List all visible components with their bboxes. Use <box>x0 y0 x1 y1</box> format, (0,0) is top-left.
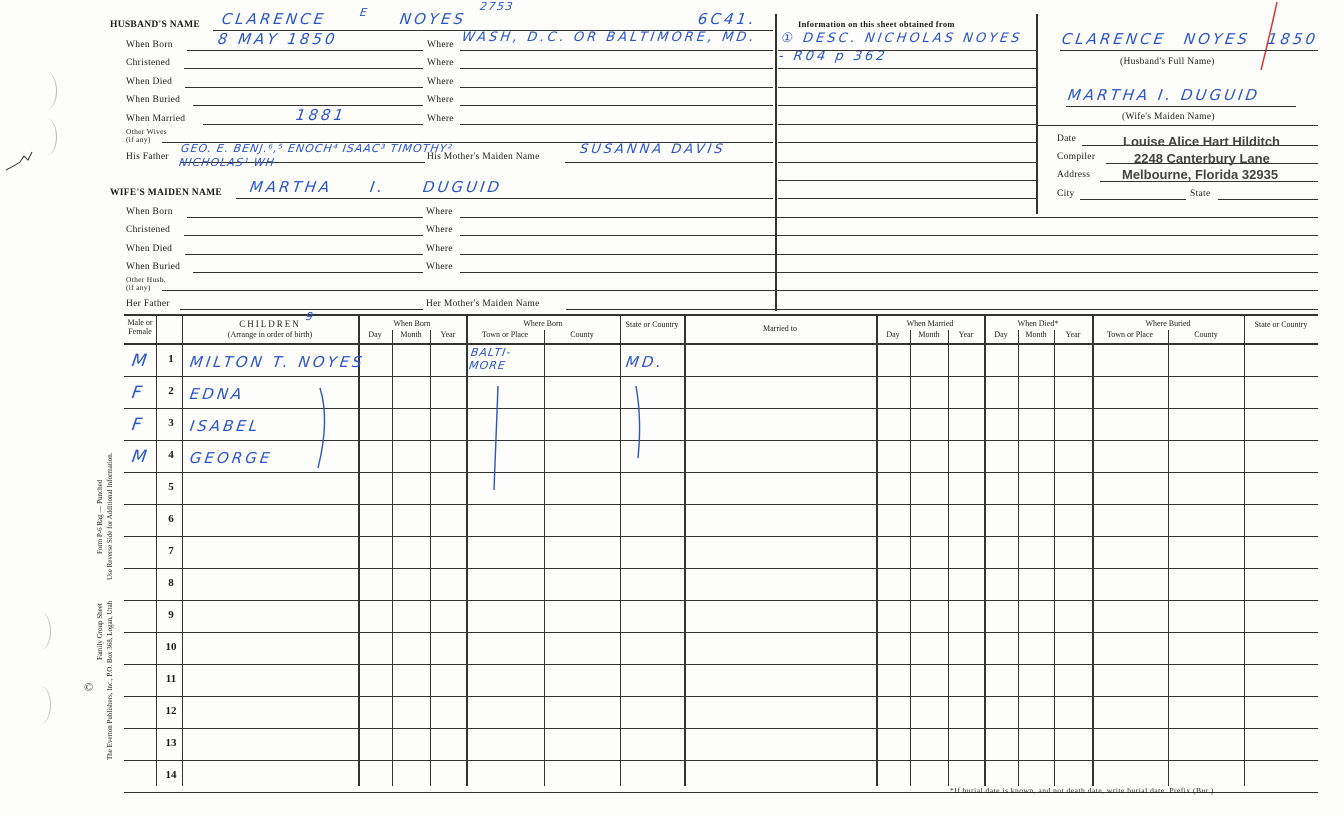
state-label: State <box>1190 189 1211 199</box>
wife-born-label: When Born <box>126 207 173 217</box>
when-died-label: When Died <box>126 77 173 87</box>
day-header: Day <box>886 330 900 339</box>
row-number: 2 <box>168 385 174 397</box>
row-number: 3 <box>168 417 174 429</box>
when-born-header: When Born <box>393 319 431 328</box>
child-sex: F <box>130 383 147 403</box>
wife-buried-label: When Buried <box>126 262 181 272</box>
when-married-header: When Married <box>906 319 954 328</box>
footnote: *If burial date is known, and not death date, write burial date. Prefix (Bur.) <box>950 786 1214 795</box>
publisher: The Everton Publishers, Inc., P.O. Box 368, Logan, Utah <box>106 600 114 760</box>
husband-father: GEO. E. BENJ.⁶,⁵ ENOCH⁴ ISAAC³ TIMOTHY² NICHOLAS¹ WH <box>178 142 454 169</box>
where-label: Where <box>427 95 454 105</box>
where-born-header: Where Born <box>523 319 563 328</box>
row-divider <box>124 376 1318 377</box>
compiler-street: 2248 Canterbury Lane <box>1134 151 1270 166</box>
wife-maiden-name-label: (Wife's Maiden Name) <box>1122 112 1215 122</box>
where-label: Where <box>426 244 453 254</box>
where-buried-header: Where Buried <box>1145 319 1191 328</box>
where-label: Where <box>427 40 454 50</box>
year-header: Year <box>958 330 974 339</box>
row-divider <box>124 568 1318 569</box>
row-number: 5 <box>168 481 174 493</box>
husband-id: 2753 <box>479 0 515 13</box>
child-birth-town: BALTI-MORE <box>468 346 513 372</box>
husband-name-label: HUSBAND'S NAME <box>110 20 200 30</box>
pencil-mark <box>2 140 42 180</box>
row-divider <box>124 664 1318 665</box>
row-divider <box>124 760 1318 761</box>
row-number: 12 <box>165 705 177 717</box>
child-name: MILTON T. NOYES <box>188 353 367 371</box>
her-mother-label: Her Mother's Maiden Name <box>426 299 540 309</box>
town-header: Town or Place <box>1106 330 1154 339</box>
his-mother-label: His Mother's Maiden Name <box>427 152 540 162</box>
husband-middle: E <box>359 6 370 19</box>
when-died-header: When Died* <box>1017 319 1059 328</box>
row-number: 4 <box>168 449 174 461</box>
christened-label: Christened <box>126 58 171 68</box>
state-header: State or Country <box>625 320 679 329</box>
wife-if-any-label: (if any) <box>126 283 151 292</box>
other-wives-label: Other Wives <box>126 127 167 136</box>
other-husb-label: Other Husb. <box>126 275 166 284</box>
row-number: 1 <box>168 353 174 365</box>
where-label: Where <box>426 225 453 235</box>
sheet-title: Family Group Sheet <box>96 603 104 660</box>
red-check-mark <box>1255 0 1285 80</box>
child-name: GEORGE <box>188 449 274 467</box>
if-any-label: (if any) <box>126 135 151 144</box>
info-source: ① DESC. NICHOLAS NOYES - R04 p 362 <box>777 31 1024 64</box>
when-married-label: When Married <box>126 114 186 124</box>
copyright-symbol: © <box>84 680 94 694</box>
his-father-label: His Father <box>126 152 169 162</box>
row-divider <box>124 504 1318 505</box>
month-header: Month <box>918 330 940 339</box>
sex-header: Male or Female <box>127 318 153 336</box>
husband-surname: NOYES <box>398 10 468 28</box>
where-label: Where <box>427 58 454 68</box>
compiler-name: Louise Alice Hart Hilditch <box>1123 134 1280 149</box>
row-number: 9 <box>168 609 174 621</box>
year-header: Year <box>440 330 456 339</box>
wife-name: MARTHA I. DUGUID <box>248 178 504 196</box>
row-number: 6 <box>168 513 174 525</box>
row-divider <box>124 728 1318 729</box>
address-label: Address <box>1057 170 1091 180</box>
child-sex: F <box>130 415 147 435</box>
row-divider <box>124 632 1318 633</box>
row-number: 7 <box>168 545 174 557</box>
children-header: CHILDREN <box>239 319 301 329</box>
husband-married: 1881 <box>294 106 348 124</box>
child-sex: M <box>130 447 152 467</box>
compiler-label: Compiler <box>1057 152 1096 162</box>
town-header: Town or Place <box>481 330 529 339</box>
child-name: EDNA <box>188 385 246 403</box>
day-header: Day <box>368 330 382 339</box>
compiler-city: Melbourne, Florida 32935 <box>1122 167 1279 182</box>
husband-born: 8 MAY 1850 <box>216 30 339 48</box>
date-label: Date <box>1057 134 1077 144</box>
when-buried-label: When Buried <box>126 95 181 105</box>
where-label: Where <box>427 77 454 87</box>
when-born-label: When Born <box>126 40 173 50</box>
month-header: Month <box>400 330 422 339</box>
child-birth-state: MD. <box>624 353 666 371</box>
children-count: 9 <box>305 310 316 323</box>
where-label: Where <box>426 207 453 217</box>
husband-ref: 6C41. <box>696 10 759 28</box>
row-number: 10 <box>165 641 177 653</box>
state-header: State or Country <box>1254 320 1308 329</box>
row-number: 8 <box>168 577 174 589</box>
married-to-header: Married to <box>763 324 797 333</box>
form-number: Form P-6 Rag — Punched <box>96 479 104 554</box>
husband-full-name: CLARENCE NOYES 1850 <box>1060 30 1320 48</box>
month-header: Month <box>1025 330 1047 339</box>
county-header: County <box>1194 330 1218 339</box>
margin-instructions: Use Reverse Side for Additional Information. <box>106 452 114 580</box>
county-header: County <box>570 330 594 339</box>
husband-born-where: WASH, D.C. OR BALTIMORE, MD. <box>460 30 758 45</box>
info-heading: Information on this sheet obtained from <box>798 19 955 29</box>
day-header: Day <box>994 330 1008 339</box>
her-father-label: Her Father <box>126 299 170 309</box>
wife-maiden-name: MARTHA I. DUGUID <box>1066 86 1262 104</box>
row-number: 13 <box>165 737 177 749</box>
wife-died-label: When Died <box>126 244 173 254</box>
city-label: City <box>1057 189 1075 199</box>
punch-hole <box>36 72 57 110</box>
ditto-marks <box>300 380 700 500</box>
husband-full-name-label: (Husband's Full Name) <box>1120 57 1215 67</box>
where-label: Where <box>426 262 453 272</box>
row-number: 14 <box>165 769 177 781</box>
child-name: ISABEL <box>188 417 262 435</box>
punch-hole <box>30 612 51 650</box>
where-label: Where <box>427 114 454 124</box>
year-header: Year <box>1065 330 1081 339</box>
row-divider <box>124 600 1318 601</box>
punch-hole <box>30 686 51 724</box>
row-number: 11 <box>165 673 177 685</box>
row-divider <box>124 536 1318 537</box>
child-sex: M <box>130 351 152 371</box>
wife-christened-label: Christened <box>126 225 171 235</box>
husband-name: CLARENCE <box>220 10 328 28</box>
row-divider <box>124 696 1318 697</box>
wife-name-label: WIFE'S MAIDEN NAME <box>110 188 223 198</box>
husband-mother: SUSANNA DAVIS <box>578 142 727 157</box>
children-sub-header: (Arrange in order of birth) <box>227 330 313 339</box>
